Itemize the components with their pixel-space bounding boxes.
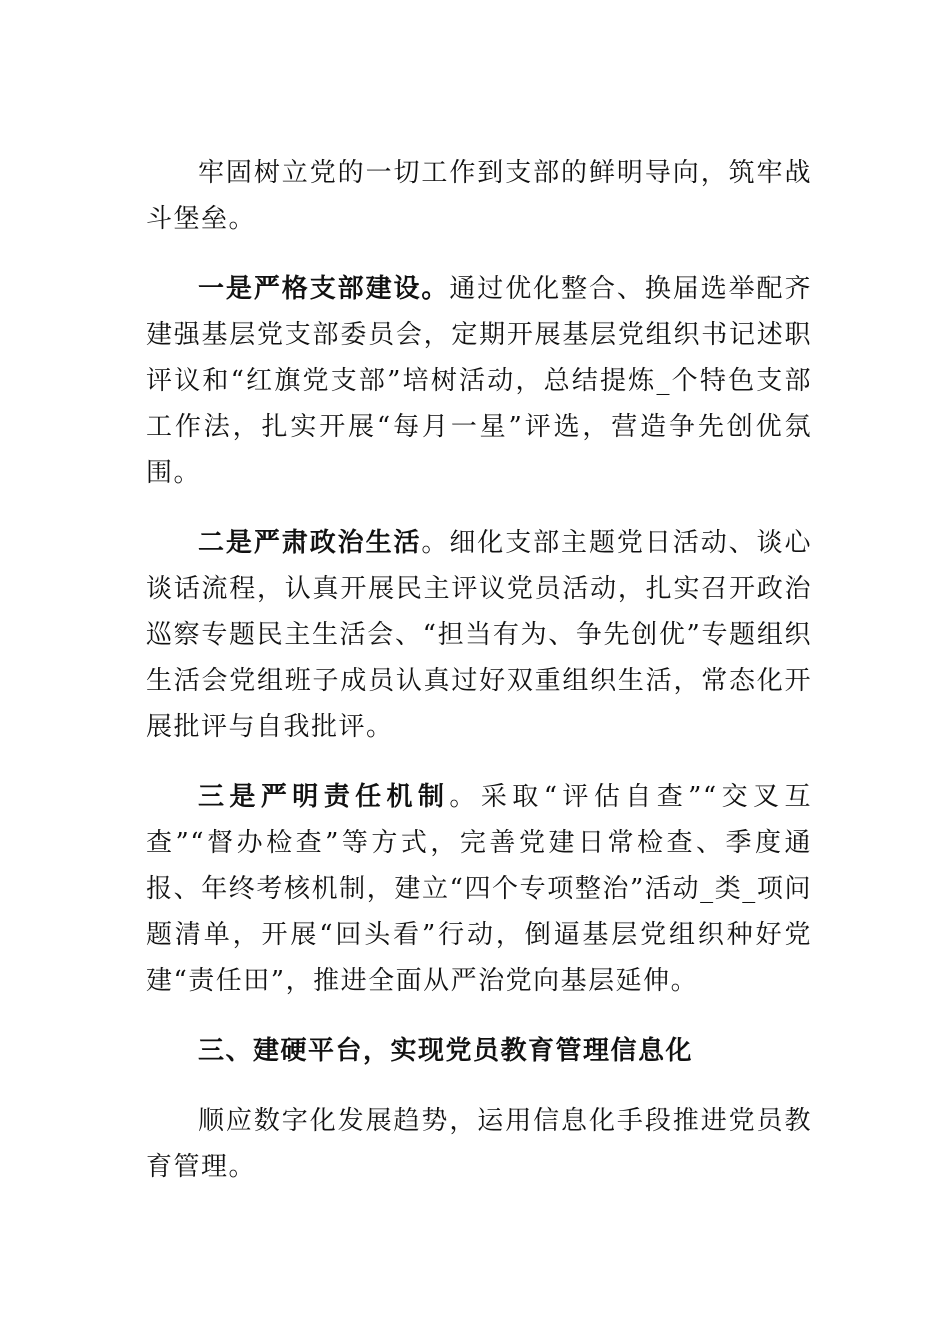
- closing-paragraph: 顺应数字化发展趋势，运用信息化手段推进党员教育管理。: [146, 1106, 812, 1182]
- item-lead-1: 一是严格支部建设。: [198, 274, 450, 304]
- intro-paragraph: 牢固树立党的一切工作到支部的鲜明导向，筑牢战斗堡垒。: [146, 158, 812, 234]
- item-paragraph-1: [146, 266, 812, 496]
- item-paragraph-2: [146, 520, 812, 750]
- document-body: [146, 150, 812, 1214]
- item-body-1: 通过优化整合、换届选举配齐建强基层党支部委员会，定期开展基层党组织书记述职评议和“红旗党支部”培树活动，总结提炼_个特色支部工作法，扎实开展“每月一星”评选，营造争先创优氛围。: [146, 274, 812, 488]
- item-body-2: 。细化支部主题党日活动、谈心谈话流程，认真开展民主评议党员活动，扎实召开政治巡察专题民主生活会、“担当有为、争先创优”专题组织生活会党组班子成员认真过好双重组织生活，常态化开展批评与自我批评。: [146, 528, 812, 742]
- item-body-3: 。采取“评估自查”“交叉互查”“督办检查”等方式，完善党建日常检查、季度通报、年终考核机制，建立“四个专项整治”活动_类_项问题清单，开展“回头看”行动，倒逼基层党组织种好党建“责任田”，推进全面从严治党向基层延伸。: [146, 782, 812, 996]
- item-lead-2: 二是严肃政治生活: [198, 528, 422, 558]
- section-heading: 三、建硬平台，实现党员教育管理信息化: [198, 1036, 694, 1066]
- item-paragraph-3: [146, 774, 812, 1004]
- item-lead-3: 三是严明责任机制: [198, 782, 450, 812]
